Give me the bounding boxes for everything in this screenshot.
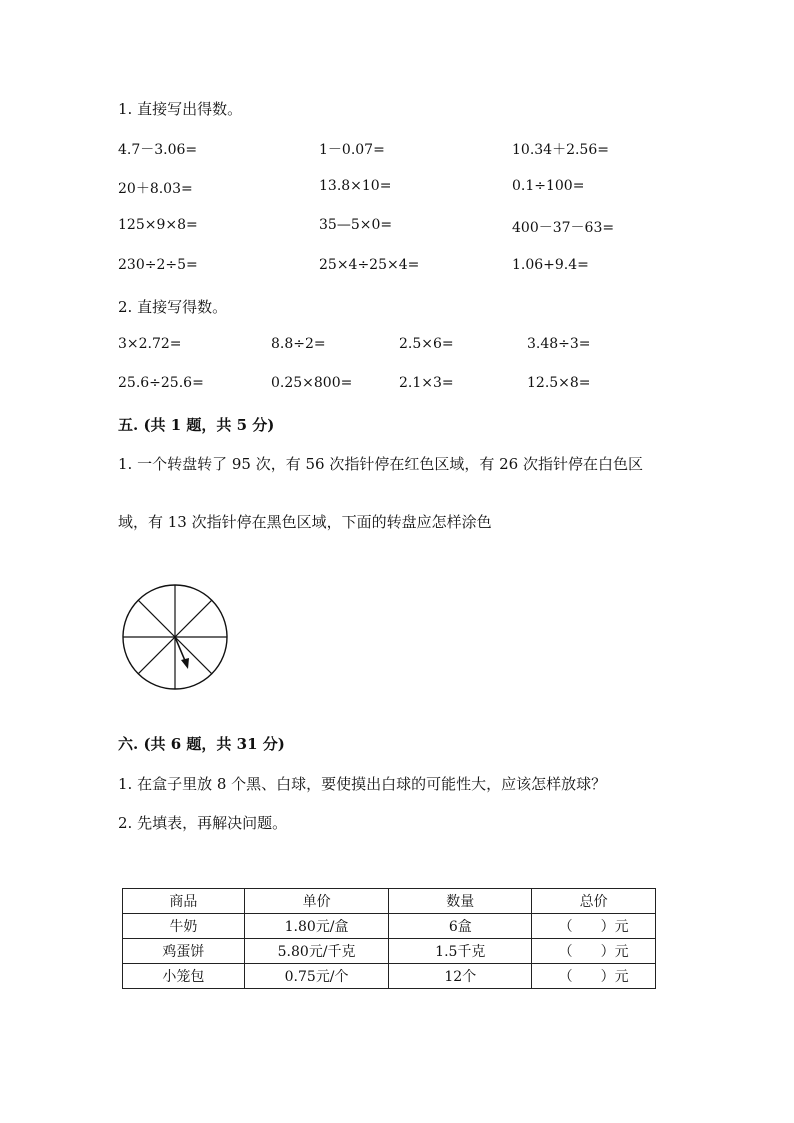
table-cell: 0.75元/个 bbox=[244, 964, 389, 989]
q2-title: 2. 直接写得数。 bbox=[118, 298, 228, 316]
table-cell: 小笼包 bbox=[123, 964, 245, 989]
spinner-pointer bbox=[175, 637, 186, 663]
section-six-heading: 六. (共 6 题，共 31 分) bbox=[118, 735, 285, 753]
calc-item: 1.06+9.4= bbox=[512, 257, 589, 273]
table-cell: 1.5千克 bbox=[389, 939, 532, 964]
table-question: 2. 先填表，再解决问题。 bbox=[118, 814, 288, 832]
table-cell: 12个 bbox=[389, 964, 532, 989]
total-blank: （ ）元 bbox=[532, 914, 656, 939]
calc-item: 8.8÷2= bbox=[271, 336, 326, 352]
calc-item: 3×2.72= bbox=[118, 336, 182, 352]
table-row bbox=[123, 939, 656, 964]
spinner-diagram bbox=[118, 581, 232, 693]
table-header: 总价 bbox=[532, 889, 656, 914]
calc-item: 0.25×800= bbox=[271, 375, 353, 391]
price-table bbox=[122, 888, 656, 989]
calc-item: 13.8×10= bbox=[319, 178, 392, 194]
spinner-pointer-head bbox=[181, 658, 189, 669]
ball-question: 1. 在盒子里放 8 个黑、白球，要使摸出白球的可能性大，应该怎样放球？ bbox=[118, 775, 607, 793]
calc-item: 230÷2÷5= bbox=[118, 257, 198, 273]
section-five-heading: 五. (共 1 题，共 5 分) bbox=[118, 416, 275, 434]
table-cell: 6盒 bbox=[389, 914, 532, 939]
calc-item: 125×9×8= bbox=[118, 217, 198, 233]
table-cell: 1.80元/盒 bbox=[244, 914, 389, 939]
calc-item: 2.5×6= bbox=[399, 336, 454, 352]
calc-item: 1－0.07= bbox=[319, 142, 385, 158]
table-header: 商品 bbox=[123, 889, 245, 914]
calc-item: 35—5×0= bbox=[319, 217, 393, 233]
q1-title: 1. 直接写出得数。 bbox=[118, 100, 243, 118]
table-cell: 5.80元/千克 bbox=[244, 939, 389, 964]
calc-item: 25.6÷25.6= bbox=[118, 375, 204, 391]
total-blank: （ ）元 bbox=[532, 964, 656, 989]
table-cell: 鸡蛋饼 bbox=[123, 939, 245, 964]
spinner-question-line2: 域，有 13 次指针停在黑色区域，下面的转盘应怎样涂色 bbox=[118, 513, 492, 531]
table-row bbox=[123, 964, 656, 989]
total-blank: （ ）元 bbox=[532, 939, 656, 964]
calc-item: 400－37－63= bbox=[512, 220, 615, 236]
table-header: 单价 bbox=[244, 889, 389, 914]
calc-item: 10.34＋2.56= bbox=[512, 142, 609, 158]
table-header-row bbox=[123, 889, 656, 914]
calc-item: 4.7－3.06= bbox=[118, 142, 198, 158]
calc-item: 0.1÷100= bbox=[512, 178, 585, 194]
calc-item: 2.1×3= bbox=[399, 375, 454, 391]
table-header: 数量 bbox=[389, 889, 532, 914]
calc-item: 12.5×8= bbox=[527, 375, 591, 391]
table-row bbox=[123, 914, 656, 939]
calc-item: 25×4÷25×4= bbox=[319, 257, 420, 273]
calc-item: 20＋8.03= bbox=[118, 181, 193, 197]
spinner-question-line1: 1. 一个转盘转了 95 次，有 56 次指针停在红色区域，有 26 次指针停在白色区 bbox=[118, 455, 643, 473]
calc-item: 3.48÷3= bbox=[527, 336, 591, 352]
table-cell: 牛奶 bbox=[123, 914, 245, 939]
